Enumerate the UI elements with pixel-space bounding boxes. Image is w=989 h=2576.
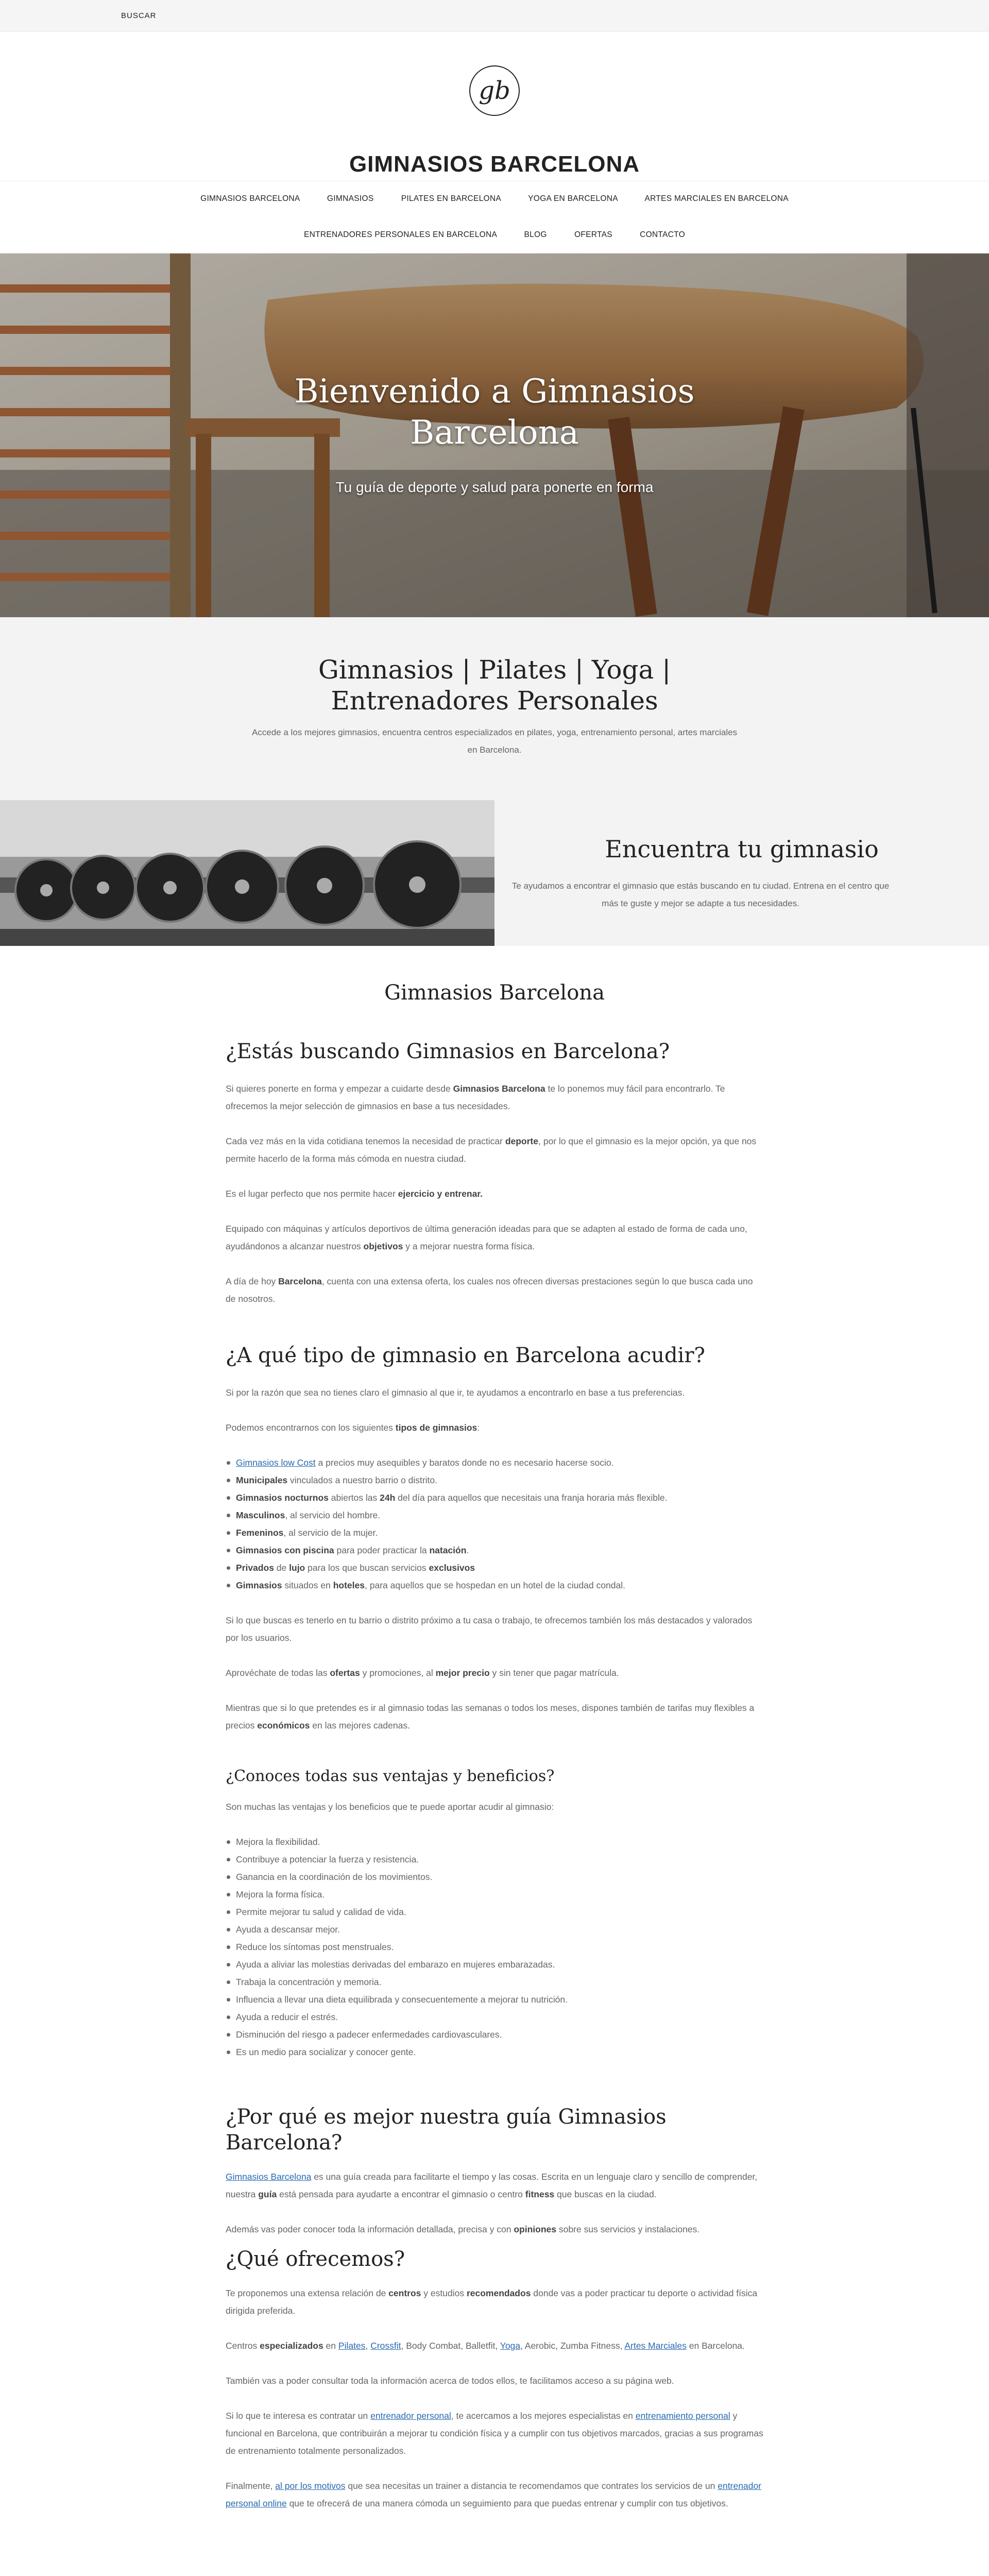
site-header xyxy=(0,32,989,181)
link-entrenamiento-personal[interactable]: entrenamiento personal xyxy=(635,2411,730,2421)
nav-item-blog[interactable]: BLOG xyxy=(524,230,547,239)
nav-item-entrenadores[interactable]: ENTRENADORES PERSONALES EN BARCELONA xyxy=(303,230,497,239)
hero-title: Bienvenido a Gimnasios Barcelona xyxy=(294,372,695,452)
top-bar xyxy=(0,0,989,32)
paragraph: Cada vez más en la vida cotidiana tenemos la necesidad de practicar deporte, por lo que el gimnasio es la mejor opción, ya que nos permite hacerlo de la forma más cómoda en nuestra ciudad. xyxy=(226,1136,757,1164)
list-item: Reduce los síntomas post menstruales. xyxy=(226,1938,763,1956)
finder-image xyxy=(0,800,494,946)
link-entrenador-personal[interactable]: entrenador personal xyxy=(370,2411,451,2421)
paragraph: A día de hoy Barcelona, cuenta con una extensa oferta, los cuales nos ofrecen diversas prestaciones según lo que busca cada uno de nosotros. xyxy=(226,1276,753,1304)
nav-item-yoga[interactable]: YOGA EN BARCELONA xyxy=(528,194,618,203)
section-buscando xyxy=(226,1039,763,1308)
list-item: Contribuye a potenciar la fuerza y resistencia. xyxy=(226,1851,763,1868)
paragraph: Finalmente, al por los motivos que sea necesitas un trainer a distancia te recomendamos que contrates los servicios de un entrenador personal online que te ofrecerá de una manera cómoda un seguimiento para que puedas entrenar y cumplir con tus objetivos. xyxy=(226,2481,761,2509)
list-item: Privados de lujo para los que buscan servicios exclusivos xyxy=(226,1559,763,1577)
link-entrenador-online[interactable]: entrenador personal online xyxy=(226,2481,761,2509)
nav-item-artes-marciales[interactable]: ARTES MARCIALES EN BARCELONA xyxy=(644,194,789,203)
list-item: Ayuda a reducir el estrés. xyxy=(226,2008,763,2026)
section-ofrecemos xyxy=(226,2246,763,2512)
list-item: Es un medio para socializar y conocer gente. xyxy=(226,2043,763,2061)
list-item: Gimnasios low Cost a precios muy asequibles y baratos donde no es necesario hacerse socio. xyxy=(226,1454,763,1471)
list-item: Masculinos, al servicio del hombre. xyxy=(226,1506,763,1524)
list-item: Mejora la forma física. xyxy=(226,1886,763,1903)
list-item: Influencia a llevar una dieta equilibrada y consecuentemente a mejorar tu nutrición. xyxy=(226,1991,763,2008)
main-navigation xyxy=(0,181,989,253)
nav-item-gimnasios-barcelona[interactable]: GIMNASIOS BARCELONA xyxy=(200,194,300,203)
heading-ventajas: ¿Conoces todas sus ventajas y beneficios? xyxy=(226,1767,555,1785)
intro-section xyxy=(0,617,989,800)
intro-text: Accede a los mejores gimnasios, encuentra centros especializados en pilates, yoga, entrenamiento personal, artes marciales en Barcelona. xyxy=(251,727,738,755)
link-yoga[interactable]: Yoga xyxy=(500,2341,521,2351)
list-item: Ayuda a aliviar las molestias derivadas del embarazo en mujeres embarazadas. xyxy=(226,1956,763,1973)
search-toggle[interactable]: BUSCAR xyxy=(121,11,157,20)
link-low-cost[interactable]: Gimnasios low Cost xyxy=(236,1458,316,1468)
intro-title: Gimnasios | Pilates | Yoga | Entrenadores Personales xyxy=(318,655,671,716)
paragraph: Mientras que si lo que pretendes es ir al gimnasio todas las semanas o todos los meses, dispones también de tarifas muy flexibles a precios económicos en las mejores cadenas. xyxy=(226,1703,755,1731)
paragraph: Si por la razón que sea no tienes claro el gimnasio al que ir, te ayudamos a encontrarlo en base a tus preferencias. xyxy=(226,1387,685,1398)
site-title[interactable]: GIMNASIOS BARCELONA xyxy=(349,151,640,177)
nav-item-gimnasios[interactable]: GIMNASIOS xyxy=(327,194,374,203)
paragraph: Además vas poder conocer toda la información detallada, precisa y con opiniones sobre sus servicios y instalaciones. xyxy=(226,2224,700,2234)
nav-item-contacto[interactable]: CONTACTO xyxy=(640,230,686,239)
heading-ofrecemos: ¿Qué ofrecemos? xyxy=(226,2247,405,2271)
section-ventajas xyxy=(226,1766,763,2061)
paragraph: Si lo que buscas es tenerlo en tu barrio o distrito próximo a tu casa o trabajo, te ofrecemos también los más destacados y valorados por los usuarios. xyxy=(226,1615,753,1643)
page-title: Gimnasios Barcelona xyxy=(384,981,605,1005)
link-pilates[interactable]: Pilates xyxy=(338,2341,366,2351)
finder-section xyxy=(0,800,989,946)
list-tipos xyxy=(226,1454,763,1594)
finder-text: Te ayudamos a encontrar el gimnasio que estás buscando en tu ciudad. Entrena en el centro que más te guste y mejor se adapte a tus necesidades. xyxy=(511,881,890,908)
hero-subtitle: Tu guía de deporte y salud para ponerte en forma xyxy=(335,479,654,495)
paragraph: Son muchas las ventajas y los beneficios que te puede aportar acudir al gimnasio: xyxy=(226,1802,554,1812)
site-logo[interactable]: gb xyxy=(469,65,520,116)
list-item: Gimnasios con piscina para poder practicar la natación. xyxy=(226,1541,763,1559)
heading-tipos: ¿A qué tipo de gimnasio en Barcelona acudir? xyxy=(226,1344,705,1367)
section-guia xyxy=(226,2104,763,2238)
link-artes-marciales[interactable]: Artes Marciales xyxy=(624,2341,687,2351)
link-motivos[interactable]: al por los motivos xyxy=(275,2481,346,2491)
nav-item-ofertas[interactable]: OFERTAS xyxy=(574,230,612,239)
paragraph: Te proponemos una extensa relación de centros y estudios recomendados donde vas a poder practicar tu deporte o actividad física dirigida preferida. xyxy=(226,2288,758,2316)
link-gimnasios-barcelona[interactable]: Gimnasios Barcelona xyxy=(226,2172,312,2182)
section-tipos xyxy=(226,1343,763,1734)
list-item: Femeninos, al servicio de la mujer. xyxy=(226,1524,763,1541)
finder-title: Encuentra tu gimnasio xyxy=(605,835,879,863)
list-item: Gimnasios nocturnos abiertos las 24h del día para aquellos que necesitais una franja horaria más flexible. xyxy=(226,1489,763,1506)
heading-guia: ¿Por qué es mejor nuestra guía Gimnasios Barcelona? xyxy=(226,2105,667,2155)
paragraph: Centros especializados en Pilates, Crossfit, Body Combat, Balletfit, Yoga, Aerobic, Zumba Fitness, Artes Marciales en Barcelona. xyxy=(226,2341,745,2351)
list-item: Trabaja la concentración y memoria. xyxy=(226,1973,763,1991)
list-item: Disminución del riesgo a padecer enfermedades cardiovasculares. xyxy=(226,2026,763,2043)
list-item: Municipales vinculados a nuestro barrio o distrito. xyxy=(226,1471,763,1489)
link-crossfit[interactable]: Crossfit xyxy=(370,2341,401,2351)
list-ventajas xyxy=(226,1833,763,2061)
list-item: Gimnasios situados en hoteles, para aquellos que se hospedan en un hotel de la ciudad condal. xyxy=(226,1577,763,1594)
paragraph: Aprovéchate de todas las ofertas y promociones, al mejor precio y sin tener que pagar matrícula. xyxy=(226,1668,619,1678)
nav-item-pilates[interactable]: PILATES EN BARCELONA xyxy=(401,194,501,203)
paragraph: También vas a poder consultar toda la información acerca de todos ellos, te facilitamos acceso a su página web. xyxy=(226,2376,674,2386)
heading-buscando: ¿Estás buscando Gimnasios en Barcelona? xyxy=(226,1040,670,1063)
paragraph: Equipado con máquinas y artículos deportivos de última generación ideadas para que se adapten al estado de forma de cada uno, ayudándonos a alcanzar nuestros objetivos y a mejorar nuestra forma física. xyxy=(226,1224,747,1251)
paragraph: Gimnasios Barcelona es una guía creada para facilitarte el tiempo y las cosas. Escrita en un lenguaje claro y sencillo de comprender, nuestra guía está pensada para ayudarte a encontrar el gimnasio o centro fitness que buscas en la ciudad. xyxy=(226,2172,758,2199)
list-item: Mejora la flexibilidad. xyxy=(226,1833,763,1851)
paragraph: Podemos encontrarnos con los siguientes tipos de gimnasios: xyxy=(226,1422,480,1433)
list-item: Permite mejorar tu salud y calidad de vida. xyxy=(226,1903,763,1921)
list-item: Ayuda a descansar mejor. xyxy=(226,1921,763,1938)
paragraph: Si quieres ponerte en forma y empezar a cuidarte desde Gimnasios Barcelona te lo ponemos muy fácil para encontrarlo. Te ofrecemos la mejor selección de gimnasios en base a tus necesidades. xyxy=(226,1083,725,1111)
paragraph: Es el lugar perfecto que nos permite hacer ejercicio y entrenar. xyxy=(226,1189,483,1199)
hero-banner xyxy=(0,253,989,617)
list-item: Ganancia en la coordinación de los movimientos. xyxy=(226,1868,763,1886)
paragraph: Si lo que te interesa es contratar un entrenador personal, te acercamos a los mejores especialistas en entrenamiento personal y funcional en Barcelona, que contribuirán a mejorar tu condición física y a cumplir con tus objetivos marcados, gracias a sus programas de entrenamiento totalmente personalizados. xyxy=(226,2411,763,2456)
